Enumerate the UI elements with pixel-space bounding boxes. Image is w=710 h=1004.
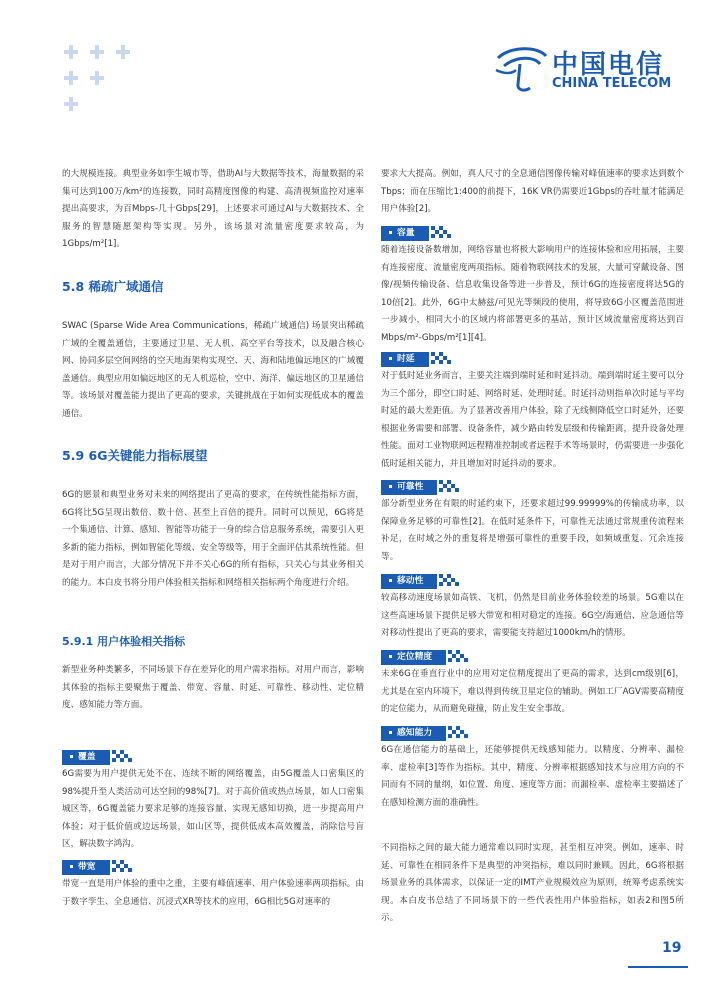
tag-reliability [381, 480, 461, 495]
tag-reliability-label: 可靠性 [397, 482, 424, 492]
tag-capacity [381, 226, 453, 241]
tag-bandwidth [62, 860, 134, 875]
tag-coverage [62, 750, 134, 765]
left-intro-paragraph: 的大规模连接。典型业务如孪生城市等，借助AI与大数据等技术，海量数据的采集可达到100万/km²的连接数，同时高精度图像的构建、高清视频监控对速率提出高要求，为百Mbps-几十Gbps[29]，上述要求可通过AI与大数据技术、全服务的智慧随愿架构等实现。另外，该场景对流量密度要求较高，为1Gbps/m²[1]。 [62, 169, 364, 249]
bandwidth-paragraph: 带宽一直是用户体验的重中之重，主要有峰值速率、用户体验速率两项指标。由于数字孪生、全息通信、沉浸式XR等技术的应用，6G相比5G对速率的 [62, 879, 364, 907]
page-number: 19 [662, 940, 682, 956]
section-5-8-heading: 5.8 稀疏广域通信 [62, 279, 164, 294]
latency-paragraph: 对于低时延业务而言，主要关注端到端时延和时延抖动。端到端时延主要可以分为三个部分，即空口时延、网络时延、处理时延。时延抖动则指单次时延与平均时延的最大差距值。为了显著改善用户体验，除了无线侧降低空口时延外，还要根据业务需要和部署、设备条件，减少路由转发层级和传输距离，提升设备处理性能。面对工业物联网远程精准控制或者远程手术等场景时，仍需要进一步强化低时延相关能力，并且增加对时延抖动的要求。 [381, 371, 684, 469]
reliability-paragraph: 部分新型业务在有限的时延约束下，还要求超过99.99999%的传输成功率，以保障业务足够的可靠性[2]。在低时延条件下，可靠性无法通过常规重传流程来补足，在时域之外的重复将是增强可靠性的重要手段，如频域重复、冗余连接等。 [381, 499, 684, 562]
checker-icon [112, 860, 134, 875]
tag-mobility-label: 移动性 [397, 576, 424, 586]
checker-icon [448, 726, 470, 741]
checker-icon [448, 650, 470, 665]
tag-sensing [381, 726, 470, 741]
checker-icon [431, 226, 453, 241]
mobility-paragraph: 较高移动速度场景如高铁、飞机，仍然是目前业务体验较差的场景。5G难以在这些高速场景下提供足够大带宽和相对稳定的连接。6G空/海通信、应急通信等对移动性提出了更高的要求，需要能支持超过1000km/h的情形。 [381, 593, 684, 638]
tag-positioning-label: 定位精度 [397, 652, 433, 662]
tag-capacity-label: 容量 [397, 228, 415, 238]
checker-icon [439, 480, 461, 495]
section-5-8-paragraph: SWAC (Sparse Wide Area Communications，稀疏广域通信) 场景突出稀疏广域的全覆盖通信，主要通过卫星、无人机、高空平台等技术，以及融合核心网、协同多层空间网络的空天地海架构实现空、天、海和陆地偏远地区的广域覆盖通信。典型应用如偏远地区的无人机巡检，空中、海洋、偏远地区的卫星通信等。该场景对覆盖能力提出了更高的要求，关键挑战在于如何实现低成本的覆盖通信。 [62, 321, 364, 419]
section-5-9-1-heading: 5.9.1 用户体验相关指标 [62, 635, 186, 648]
checker-icon [439, 574, 461, 589]
tag-positioning [381, 650, 470, 665]
checker-icon [431, 352, 453, 367]
tag-sensing-label: 感知能力 [397, 728, 433, 738]
positioning-paragraph: 未来6G在垂直行业中的应用对定位精度提出了更高的需求，达到cm级别[6]，尤其是在室内环境下，难以得到传统卫星定位的辅助。例如工厂AGV需要高精度的定位能力，从而避免碰撞，防止发生安全事故。 [381, 669, 684, 714]
right-final-paragraph: 不同指标之间的最大能力通常难以同时实现，甚至相互冲突。例如，速率、时延、可靠性在相同条件下是典型的冲突指标，难以同时兼顾。因此，6G将根据场景业务的具体需求，以保证一定的IMT产业规模效应为原则，统筹考虑系统实现。本白皮书总结了不同场景下的一些代表性用户体验指标，如表2和图5所示。 [381, 843, 684, 923]
tag-mobility [381, 574, 461, 589]
capacity-paragraph: 随着连接设备数增加，网络容量也将极大影响用户的连接体验和应用拓展，主要有连接密度、流量密度两项指标。随着物联网技术的发展，大量可穿戴设备、图像/视频传输设备、信息收集设备等进一步普及，预计6G的连接密度将达5G的10倍[2]。此外，6G中太赫兹/可见光等频段的使用，将导致6G小区覆盖范围进一步减小，相同大小的区域内将部署更多的基站，预计区域流量密度将达到百Mbps/m²-Gbps/m²[1][4]。 [381, 245, 684, 343]
logo-chinese-text: 中国电信 [552, 50, 665, 80]
section-5-9-paragraph: 6G的愿景和典型业务对未来的网络提出了更高的要求，在传统性能指标方面，6G将比5G呈现出数倍、数十倍、甚至上百倍的提升。同时可以预见，6G将是一个集通信、计算、感知、智能等功能于一身的综合信息服务系统，需要引入更多新的能力指标，例如智能化等级、安全等级等，用于全面评估其系统性能。但是对于用户而言，大部分情况下并不关心6G的所有指标，只关心与其业务相关的能力。本白皮书将分用户体验相关指标和网络相关指标两个角度进行介绍。 [62, 490, 364, 588]
tag-latency-label: 时延 [397, 354, 415, 364]
page-number-underline [628, 964, 688, 970]
right-intro-paragraph: 要求大大提高。例如，真人尺寸的全息通信图像传输对峰值速率的要求达到数个Tbps；而在压缩比1:400的前提下，16K VR仍需要近1Gbps的吞吐量才能满足用户体验[2]。 [381, 169, 684, 214]
section-5-9-heading: 5.9 6G关键能力指标展望 [62, 448, 208, 463]
coverage-paragraph: 6G需要为用户提供无处不在、连续不断的网络覆盖，由5G覆盖人口密集区的98%提升至人类活动可达空间的98%[7]。对于高价值或热点场景，如人口密集城区等，6G覆盖能力要求足够的连接容量、实现无感知切换，进一步提高用户体验；对于低价值或边远场景，如山区等，提供低成本高效覆盖，消除信号盲区，解决数字鸿沟。 [62, 769, 364, 849]
section-5-9-1-paragraph: 新型业务种类繁多，不同场景下存在差异化的用户需求指标。对用户而言，影响其体验的指标主要聚焦于覆盖、带宽、容量、时延、可靠性、移动性、定位精度、感知能力等方面。 [62, 665, 364, 710]
tag-bandwidth-label: 带宽 [78, 862, 96, 872]
tag-coverage-label: 覆盖 [78, 752, 96, 762]
logo-english-text: CHINA TELECOM [552, 76, 672, 91]
decorative-plus-pattern [60, 40, 150, 120]
sensing-paragraph: 6G在通信能力的基础上，还能够提供无线感知能力。以精度、分辨率、漏检率、虚检率[3]等作为指标。其中，精度、分辨率根据感知技术与应用方向的不同而有不同的量纲，如位置、角度、速度等方面；而漏检率、虚检率主要描述了在感知检测方面的准确性。 [381, 745, 684, 808]
checker-icon [112, 750, 134, 765]
tag-latency [381, 352, 453, 367]
